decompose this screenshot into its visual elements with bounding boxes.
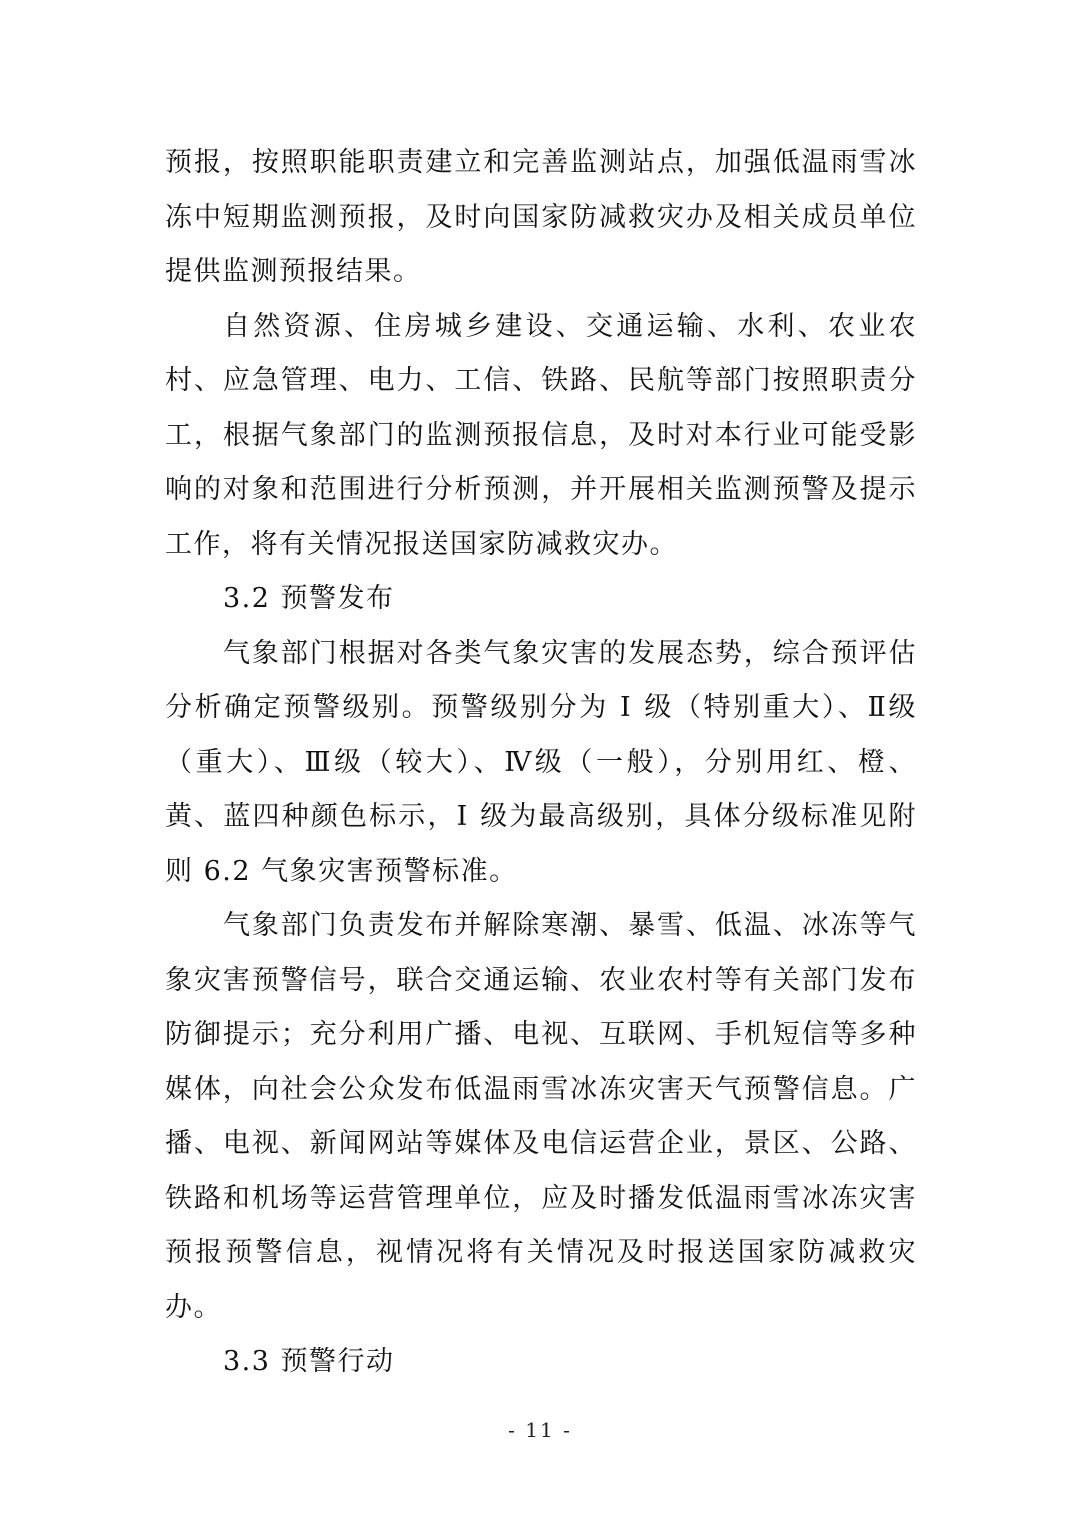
- page-number: - 11 -: [508, 1418, 572, 1442]
- paragraph-continuation: 预报，按照职能职责建立和完善监测站点，加强低温雨雪冰冻中短期监测预报，及时向国家防减救灾办及相关成员单位提供监测预报结果。: [165, 147, 917, 287]
- paragraph-departments: 自然资源、住房城乡建设、交通运输、水利、农业农村、应急管理、电力、工信、铁路、民航等部门按照职责分工，根据气象部门的监测预报信息，及时对本行业可能受影响的对象和范围进行分析预测，并开展相关监测预警及提示工作，将有关情况报送国家防减救灾办。: [165, 310, 917, 560]
- body-text: [165, 136, 917, 1390]
- section-heading-3-2: 3.2 预警发布: [223, 583, 395, 614]
- section-heading-3-3: 3.3 预警行动: [223, 1346, 395, 1377]
- paragraph-warning-levels: 气象部门根据对各类气象灾害的发展态势，综合预评估分析确定预警级别。预警级别分为 Ⅰ 级（特别重大）、Ⅱ级（重大）、Ⅲ级（较大）、Ⅳ级（一般），分别用红、橙、黄、蓝四种颜色标示，Ⅰ 级为最高级别，具体分级标准见附则 6.2 气象灾害预警标准。: [165, 637, 917, 887]
- paragraph-warning-release: 气象部门负责发布并解除寒潮、暴雪、低温、冰冻等气象灾害预警信号，联合交通运输、农业农村等有关部门发布防御提示；充分利用广播、电视、互联网、手机短信等多种媒体，向社会公众发布低温雨雪冰冻灾害天气预警信息。广播、电视、新闻网站等媒体及电信运营企业，景区、公路、铁路和机场等运营管理单位，应及时播发低温雨雪冰冻灾害预报预警信息，视情况将有关情况及时报送国家防减救灾办。: [165, 910, 917, 1323]
